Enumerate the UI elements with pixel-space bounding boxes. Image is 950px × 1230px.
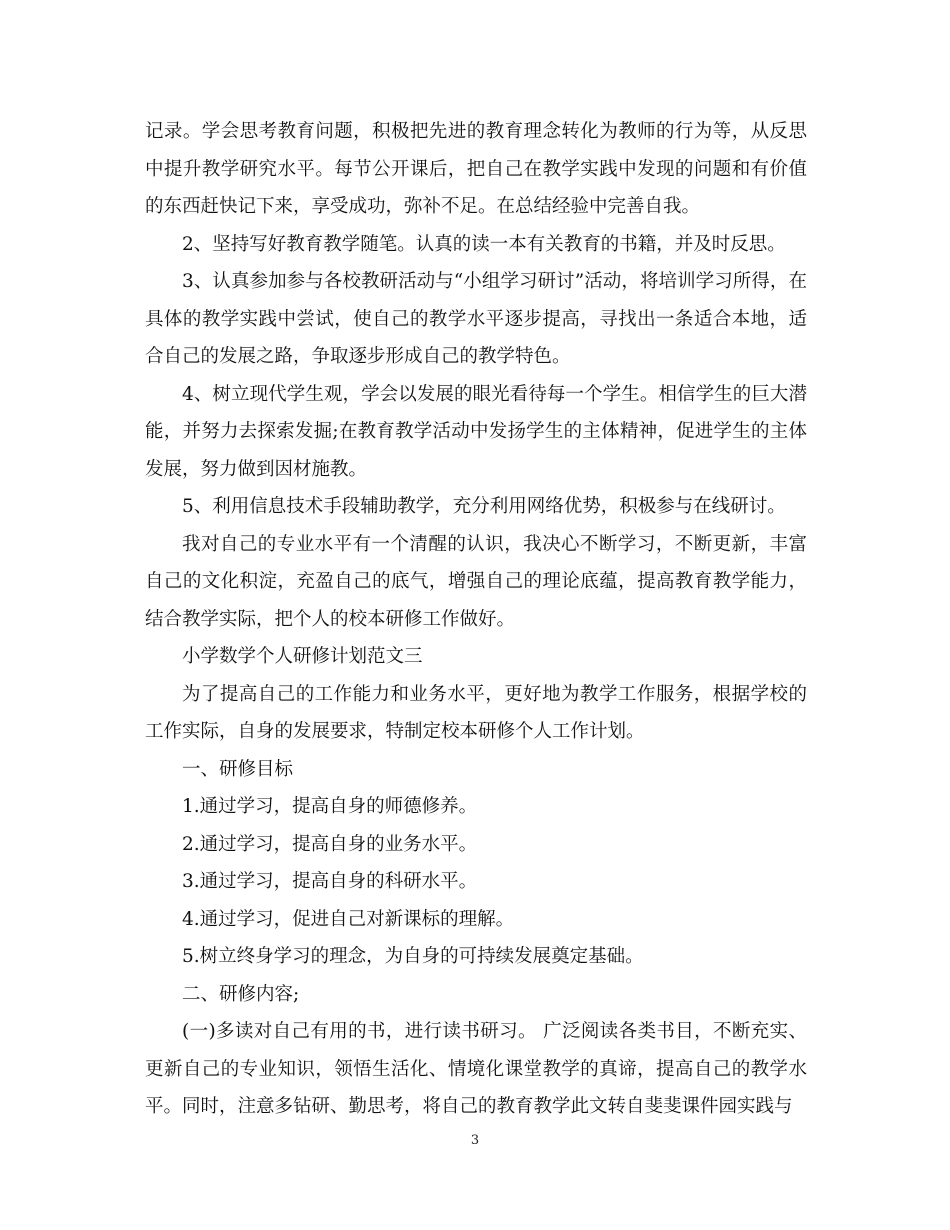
paragraph-item-5: 5、利用信息技术手段辅助教学，充分利用网络优势，积极参与在线研讨。 bbox=[182, 496, 786, 517]
heading-goals: 一、研修目标 bbox=[182, 758, 294, 780]
paragraph-intro: 为了提高自己的工作能力和业务水平，更好地为教学工作服务，根据学校的工作实际，自身的发展要求，特制定校本研修个人工作计划。 bbox=[145, 683, 807, 742]
heading-content: 二、研修内容; bbox=[182, 983, 300, 1005]
paragraph-reading: (一)多读对自己有用的书，进行读书研习。 广泛阅读各类书目，不断充实、更新自己的专业知识，领悟生活化、情境化课堂教学的真谛，提高自己的教学水平。同时，注意多钻研、勤思考，将自己的教育教学此文转自斐斐课件园实践与 bbox=[145, 1021, 807, 1117]
document-body bbox=[145, 113, 807, 1126]
paragraph-summary: 我对自己的专业水平有一个清醒的认识，我决心不断学习，不断更新，丰富自己的文化积淀，充盈自己的底气，增强自己的理论底蕴，提高教育教学能力，结合教学实际，把个人的校本研修工作做好。 bbox=[145, 533, 807, 630]
goal-item-4: 4.通过学习，促进自己对新课标的理解。 bbox=[182, 908, 515, 930]
goal-item-2: 2.通过学习，提高自身的业务水平。 bbox=[182, 833, 478, 855]
goal-item-5: 5.树立终身学习的理念，为自身的可持续发展奠定基础。 bbox=[182, 946, 644, 967]
paragraph-item-4: 4、树立现代学生观，学会以发展的眼光看待每一个学生。相信学生的巨大潜能，并努力去探索发掘;在教育教学活动中发扬学生的主体精神，促进学生的主体发展，努力做到因材施教。 bbox=[145, 383, 807, 480]
paragraph-item-2: 2、坚持写好教育教学随笔。认真的读一本有关教育的书籍，并及时反思。 bbox=[182, 233, 786, 255]
page-number: 3 bbox=[470, 1133, 480, 1148]
goal-item-3: 3.通过学习，提高自身的科研水平。 bbox=[182, 871, 478, 892]
paragraph-item-3: 3、认真参加参与各校教研活动与“小组学习研讨”活动，将培训学习所得，在具体的教学实践中尝试，使自己的教学水平逐步提高，寻找出一条适合本地，适合自己的发展之路，争取逐步形成自己的教学特色。 bbox=[145, 271, 807, 367]
goal-item-1: 1.通过学习，提高自身的师德修养。 bbox=[182, 796, 478, 817]
section-heading-sample-three: 小学数学个人研修计划范文三 bbox=[182, 646, 423, 667]
paragraph-continuation: 记录。学会思考教育问题，积极把先进的教育理念转化为教师的行为等，从反思中提升教学研究水平。每节公开课后，把自己在教学实践中发现的问题和有价值的东西赶快记下来，享受成功，弥补不足。在总结经验中完善自我。 bbox=[145, 121, 807, 217]
